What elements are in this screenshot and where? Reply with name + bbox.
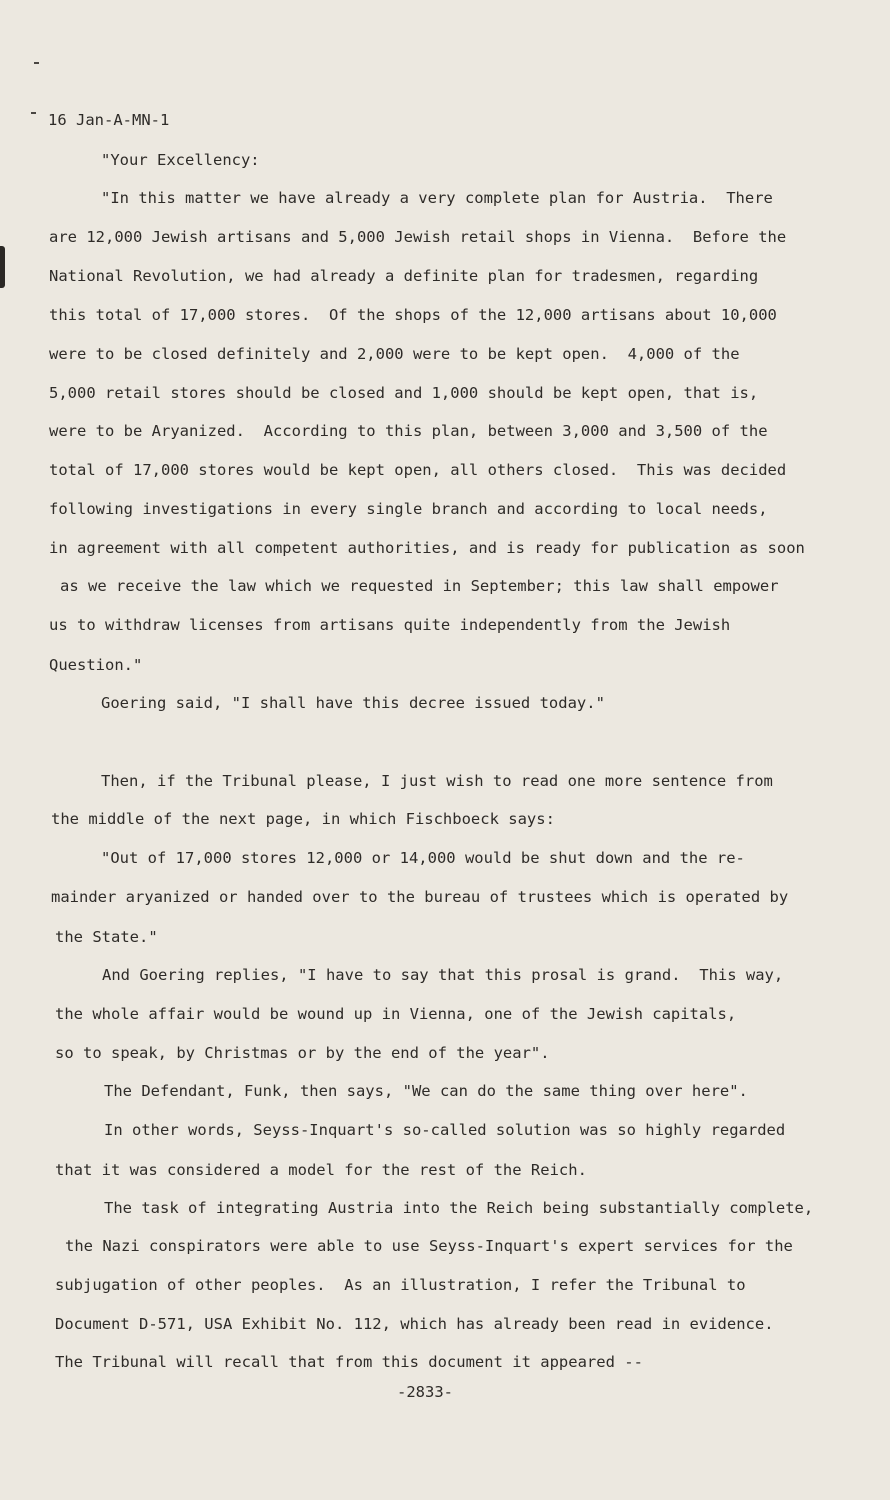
- text-line: total of 17,000 stores would be kept open, all others closed. This was decided: [49, 461, 787, 479]
- text-line: the Nazi conspirators were able to use Seyss-Inquart's expert services for the: [65, 1237, 793, 1255]
- text-line: Question.": [49, 656, 143, 674]
- text-line: Document D-571, USA Exhibit No. 112, which has already been read in evidence.: [55, 1315, 774, 1333]
- text-line: In other words, Seyss-Inquart's so-called solution was so highly regarded: [104, 1121, 786, 1139]
- page-number: -2833-: [397, 1383, 453, 1401]
- text-line: 5,000 retail stores should be closed and 1,000 should be kept open, that is,: [49, 384, 759, 402]
- text-line: The Tribunal will recall that from this document it appeared --: [55, 1353, 643, 1371]
- text-line: And Goering replies, "I have to say that this prosal is grand. This way,: [102, 966, 784, 984]
- text-line: the whole affair would be wound up in Vienna, one of the Jewish capitals,: [55, 1005, 737, 1023]
- text-line: are 12,000 Jewish artisans and 5,000 Jewish retail shops in Vienna. Before the: [49, 228, 787, 246]
- text-line: that it was considered a model for the rest of the Reich.: [55, 1161, 587, 1179]
- margin-mark: [34, 62, 39, 64]
- text-line: The Defendant, Funk, then says, "We can do the same thing over here".: [104, 1082, 748, 1100]
- text-line: were to be Aryanized. According to this plan, between 3,000 and 3,500 of the: [49, 422, 768, 440]
- text-line: "Out of 17,000 stores 12,000 or 14,000 would be shut down and the re-: [101, 849, 745, 867]
- text-line: us to withdraw licenses from artisans quite independently from the Jewish: [49, 616, 731, 634]
- text-line: following investigations in every single branch and according to local needs,: [49, 500, 768, 518]
- text-line: were to be closed definitely and 2,000 were to be kept open. 4,000 of the: [49, 345, 740, 363]
- text-line: Then, if the Tribunal please, I just wish to read one more sentence from: [101, 772, 773, 790]
- text-line: the State.": [55, 928, 158, 946]
- binder-hole-mark: [0, 246, 5, 288]
- text-line: as we receive the law which we requested in September; this law shall empower: [60, 577, 779, 595]
- document-header: 16 Jan-A-MN-1: [48, 111, 170, 129]
- text-line: The task of integrating Austria into the Reich being substantially complete,: [104, 1199, 814, 1217]
- text-line: in agreement with all competent authorities, and is ready for publication as soon: [49, 539, 805, 557]
- text-line: Goering said, "I shall have this decree issued today.": [101, 694, 605, 712]
- text-line: National Revolution, we had already a definite plan for tradesmen, regarding: [49, 267, 759, 285]
- text-line: the middle of the next page, in which Fischboeck says:: [51, 810, 555, 828]
- text-line: so to speak, by Christmas or by the end of the year".: [55, 1044, 550, 1062]
- margin-mark: [31, 112, 36, 114]
- text-line: mainder aryanized or handed over to the bureau of trustees which is operated by: [51, 888, 789, 906]
- text-line: "In this matter we have already a very complete plan for Austria. There: [101, 189, 773, 207]
- text-line: subjugation of other peoples. As an illustration, I refer the Tribunal to: [55, 1276, 746, 1294]
- text-line: this total of 17,000 stores. Of the shops of the 12,000 artisans about 10,000: [49, 306, 777, 324]
- text-line: "Your Excellency:: [101, 151, 260, 169]
